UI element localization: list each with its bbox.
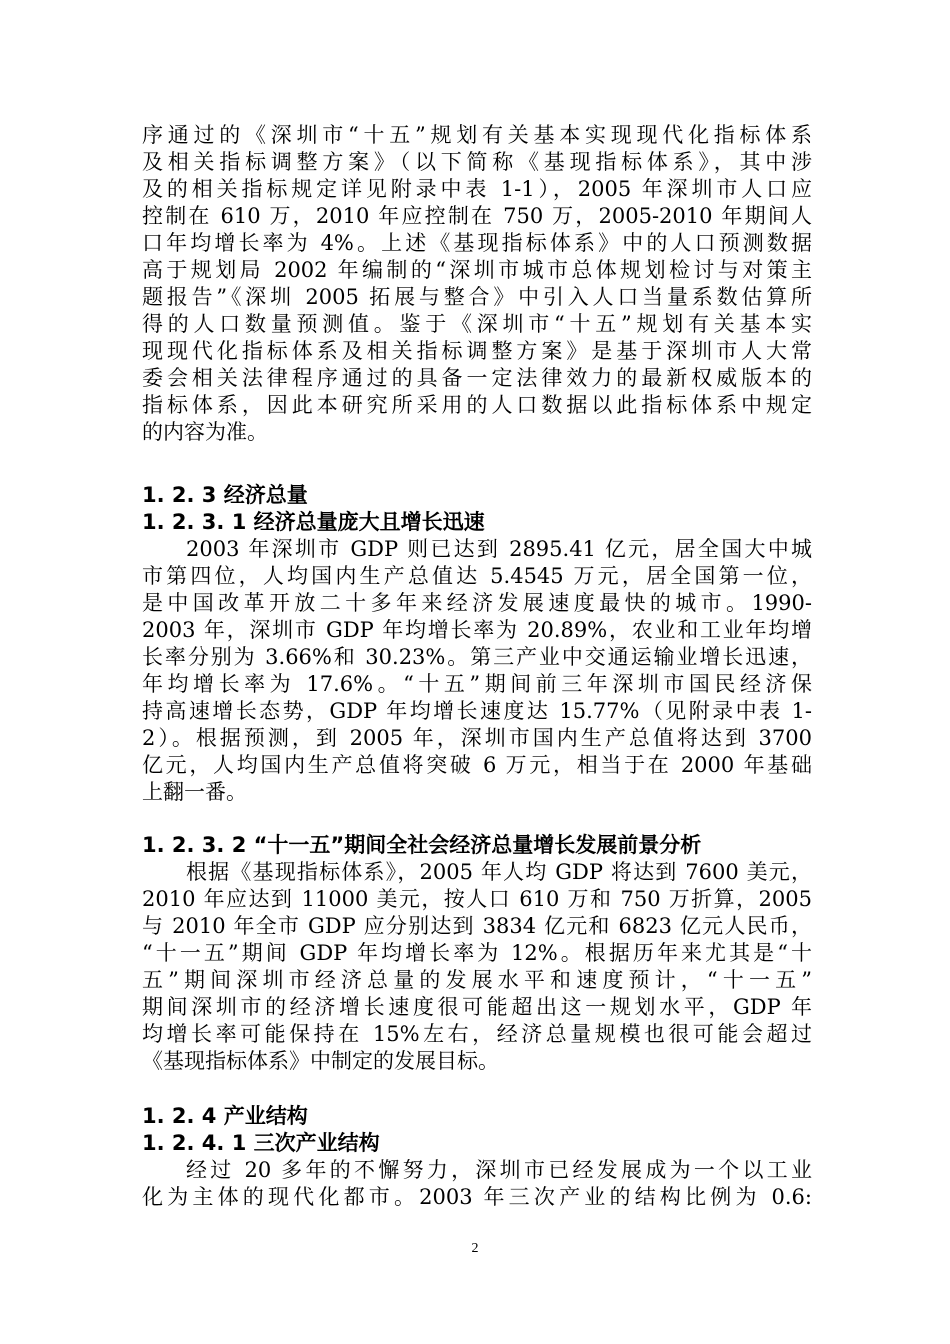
text-line: 市第四位，人均国内生产总值达 5.4545 万元，居全国第一位， bbox=[142, 564, 812, 588]
text-line: 口年均增长率为 4%。上述《基现指标体系》中的人口预测数据 bbox=[142, 231, 812, 255]
page-number: 2 bbox=[471, 1241, 479, 1256]
text-line: 经过 20 多年的不懈努力，深圳市已经发展成为一个以工业 bbox=[186, 1158, 812, 1182]
text-line: 《基现指标体系》中制定的发展目标。 bbox=[142, 1049, 499, 1073]
text-line: 五”期间深圳市经济总量的发展水平和速度预计，“十一五” bbox=[142, 968, 812, 992]
section-heading: 1. 2. 4 产业结构 bbox=[142, 1104, 308, 1128]
text-line: 2）。根据预测，到 2005 年，深圳市国内生产总值将达到 3700 bbox=[142, 726, 812, 750]
subsection-heading: 1. 2. 3. 1 经济总量庞大且增长迅速 bbox=[142, 510, 485, 534]
text-line: 得的人口数量预测值。鉴于《深圳市“十五”规划有关基本实 bbox=[142, 312, 812, 336]
text-line: 与 2010 年全市 GDP 应分别达到 3834 亿元和 6823 亿元人民币， bbox=[142, 914, 812, 938]
text-line: 持高速增长态势，GDP 年均增长速度达 15.77%（见附录中表 1- bbox=[142, 699, 812, 723]
text-line: 是中国改革开放二十多年来经济发展速度最快的城市。1990- bbox=[142, 591, 812, 615]
text-line: 高于规划局 2002 年编制的“深圳市城市总体规划检讨与对策主 bbox=[142, 258, 812, 282]
text-line: 2010 年应达到 11000 美元，按人口 610 万和 750 万折算，2005 bbox=[142, 887, 812, 911]
text-line: 指标体系，因此本研究所采用的人口数据以此指标体系中规定 bbox=[142, 393, 812, 417]
text-line: 上翻一番。 bbox=[142, 780, 247, 804]
text-line: 现现代化指标体系及相关指标调整方案》是基于深圳市人大常 bbox=[142, 339, 812, 363]
text-line: 序通过的《深圳市“十五”规划有关基本实现现代化指标体系 bbox=[142, 123, 812, 147]
text-line: 及相关指标调整方案》（以下简称《基现指标体系》，其中涉 bbox=[142, 150, 812, 174]
text-line: 2003 年深圳市 GDP 则已达到 2895.41 亿元，居全国大中城 bbox=[186, 537, 812, 561]
text-line: 根据《基现指标体系》，2005 年人均 GDP 将达到 7600 美元， bbox=[186, 860, 812, 884]
section-1-2-4 bbox=[142, 1103, 812, 1211]
text-line: 控制在 610 万，2010 年应控制在 750 万，2005-2010 年期间人 bbox=[142, 204, 812, 228]
text-line: 期间深圳市的经济增长速度很可能超出这一规划水平，GDP 年 bbox=[142, 995, 812, 1019]
subsection-heading: 1. 2. 4. 1 三次产业结构 bbox=[142, 1131, 380, 1155]
text-line: 化为主体的现代化都市。2003 年三次产业的结构比例为 0.6: bbox=[142, 1185, 812, 1209]
text-line: 2003 年，深圳市 GDP 年均增长率为 20.89%，农业和工业年均增 bbox=[142, 618, 812, 642]
text-line: “十一五”期间 GDP 年均增长率为 12%。根据历年来尤其是“十 bbox=[142, 941, 812, 965]
text-line: 的内容为准。 bbox=[142, 420, 268, 444]
text-line: 及的相关指标规定详见附录中表 1-1），2005 年深圳市人口应 bbox=[142, 177, 812, 201]
section-1-2-3 bbox=[142, 482, 812, 806]
text-line: 年均增长率为 17.6%。“十五”期间前三年深圳市国民经济保 bbox=[142, 672, 812, 696]
subsection-1-2-3-2 bbox=[142, 832, 812, 1075]
text-line: 题报告”《深圳 2005 拓展与整合》中引入人口当量系数估算所 bbox=[142, 285, 812, 309]
subsection-heading: 1. 2. 3. 2 “十一五”期间全社会经济总量增长发展前景分析 bbox=[142, 833, 702, 857]
text-line: 长率分别为 3.66%和 30.23%。第三产业中交通运输业增长迅速， bbox=[142, 645, 812, 669]
intro-paragraph bbox=[142, 122, 812, 446]
section-heading: 1. 2. 3 经济总量 bbox=[142, 483, 308, 507]
text-line: 均增长率可能保持在 15%左右，经济总量规模也很可能会超过 bbox=[142, 1022, 812, 1046]
text-line: 亿元，人均国内生产总值将突破 6 万元，相当于在 2000 年基础 bbox=[142, 753, 812, 777]
text-line: 委会相关法律程序通过的具备一定法律效力的最新权威版本的 bbox=[142, 366, 812, 390]
